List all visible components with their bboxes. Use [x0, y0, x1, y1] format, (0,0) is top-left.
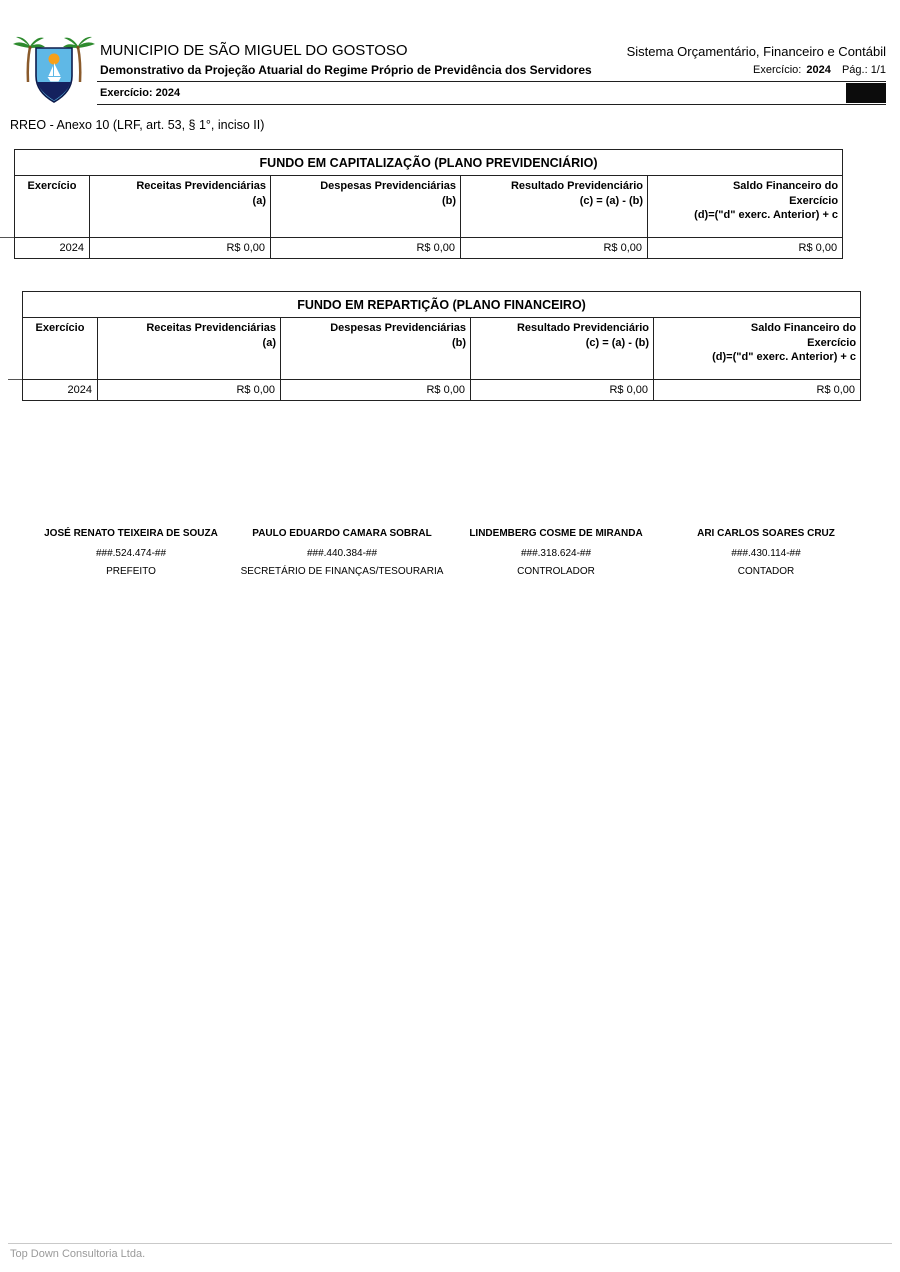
col-sublabel: (d)=("d" exerc. Anterior) + c — [694, 209, 839, 221]
cell-exercicio: 2024 — [23, 380, 98, 401]
capitalization-fund-table — [14, 149, 843, 259]
municipal-coat-of-arms-icon — [12, 36, 96, 112]
page-indicator: Pág.: 1/1 — [841, 64, 886, 76]
table-title-capitalizacao: FUNDO EM CAPITALIZAÇÃO (PLANO PREVIDENCIÁRIO) — [15, 150, 843, 176]
col-label: Exercício — [27, 180, 77, 192]
cell-saldo: R$ 0,00 — [648, 238, 843, 259]
col-label: Saldo Financeiro do — [732, 180, 839, 192]
signatory-name: ARI CARLOS SOARES CRUZ — [697, 528, 835, 539]
header-exercise-page — [753, 64, 886, 76]
col-header-saldo — [648, 176, 843, 238]
annex-note: RREO - Anexo 10 (LRF, art. 53, § 1°, inciso II) — [10, 118, 265, 132]
col-label: Exercício — [35, 322, 85, 334]
signatory-role: SECRETÁRIO DE FINANÇAS/TESOURARIA — [240, 566, 444, 577]
col-header-despesas — [271, 176, 461, 238]
col-sublabel: (b) — [441, 194, 456, 207]
col-sublabel: (b) — [451, 336, 466, 349]
table-title-reparticao: FUNDO EM REPARTIÇÃO (PLANO FINANCEIRO) — [23, 292, 861, 318]
signatory-cpf: ###.524.474-## — [95, 548, 167, 559]
col-label: Saldo Financeiro do — [750, 322, 857, 334]
exercise-label: Exercício: 2024 — [100, 87, 181, 99]
col-label: Resultado Previdenciário — [510, 180, 643, 192]
col-sublabel: (d)=("d" exerc. Anterior) + c — [712, 351, 857, 363]
header-accent-block — [846, 83, 886, 103]
margin-tick-2 — [8, 379, 22, 380]
col-sublabel: (c) = (a) - (b) — [579, 194, 643, 207]
col-header-despesas — [281, 318, 471, 380]
col-label: Resultado Previdenciário — [516, 322, 649, 334]
signatory-name: PAULO EDUARDO CAMARA SOBRAL — [252, 528, 432, 539]
signatory-name: JOSÉ RENATO TEIXEIRA DE SOUZA — [44, 528, 218, 539]
header-divider-bottom — [97, 104, 886, 105]
col-label: Exercício — [807, 336, 857, 349]
shield-icon — [36, 48, 72, 102]
signatory-cpf: ###.318.624-## — [520, 548, 592, 559]
cell-saldo: R$ 0,00 — [654, 380, 861, 401]
footer-company: Top Down Consultoria Ltda. — [10, 1248, 146, 1260]
coat-of-arms-graphic — [12, 36, 96, 112]
signatory-cpf: ###.440.384-## — [306, 548, 378, 559]
signatory-name: LINDEMBERG COSME DE MIRANDA — [469, 528, 643, 539]
cell-resultado: R$ 0,00 — [461, 238, 648, 259]
cell-exercicio: 2024 — [15, 238, 90, 259]
sun-icon — [49, 54, 60, 65]
col-sublabel: (a) — [252, 194, 266, 207]
col-header-resultado — [471, 318, 654, 380]
signatory-cpf: ###.430.114-## — [731, 548, 801, 559]
table-row — [23, 380, 861, 401]
col-header-exercicio — [15, 176, 90, 238]
header-divider-top — [97, 81, 886, 82]
col-label: Receitas Previdenciárias — [136, 180, 266, 192]
repartition-fund-table — [22, 291, 861, 401]
municipality-name: MUNICIPIO DE SÃO MIGUEL DO GOSTOSO — [100, 42, 408, 59]
cell-receitas: R$ 0,00 — [90, 238, 271, 259]
cell-despesas: R$ 0,00 — [271, 238, 461, 259]
cell-despesas: R$ 0,00 — [281, 380, 471, 401]
col-header-receitas — [90, 176, 271, 238]
report-title: Demonstrativo da Projeção Atuarial do Regime Próprio de Previdência dos Servidores — [100, 63, 592, 77]
col-header-saldo — [654, 318, 861, 380]
exercise-value: 2024 — [806, 64, 831, 76]
signature-block-contador — [636, 528, 896, 578]
col-sublabel: (a) — [262, 336, 276, 349]
cell-resultado: R$ 0,00 — [471, 380, 654, 401]
system-name: Sistema Orçamentário, Financeiro e Contábil — [626, 44, 886, 59]
exercise-prefix: Exercício: — [753, 64, 802, 76]
margin-tick-1 — [0, 237, 14, 238]
col-header-receitas — [98, 318, 281, 380]
signatory-role: PREFEITO — [106, 566, 156, 577]
col-label: Exercício — [789, 194, 839, 207]
col-header-exercicio — [23, 318, 98, 380]
signatory-role: CONTROLADOR — [517, 566, 595, 577]
cell-receitas: R$ 0,00 — [98, 380, 281, 401]
signatory-role: CONTADOR — [737, 566, 795, 577]
col-label: Despesas Previdenciárias — [320, 180, 456, 192]
col-sublabel: (c) = (a) - (b) — [585, 336, 649, 349]
footer-divider — [8, 1243, 892, 1244]
col-label: Despesas Previdenciárias — [330, 322, 466, 334]
table-row — [15, 238, 843, 259]
col-label: Receitas Previdenciárias — [146, 322, 276, 334]
col-header-resultado — [461, 176, 648, 238]
